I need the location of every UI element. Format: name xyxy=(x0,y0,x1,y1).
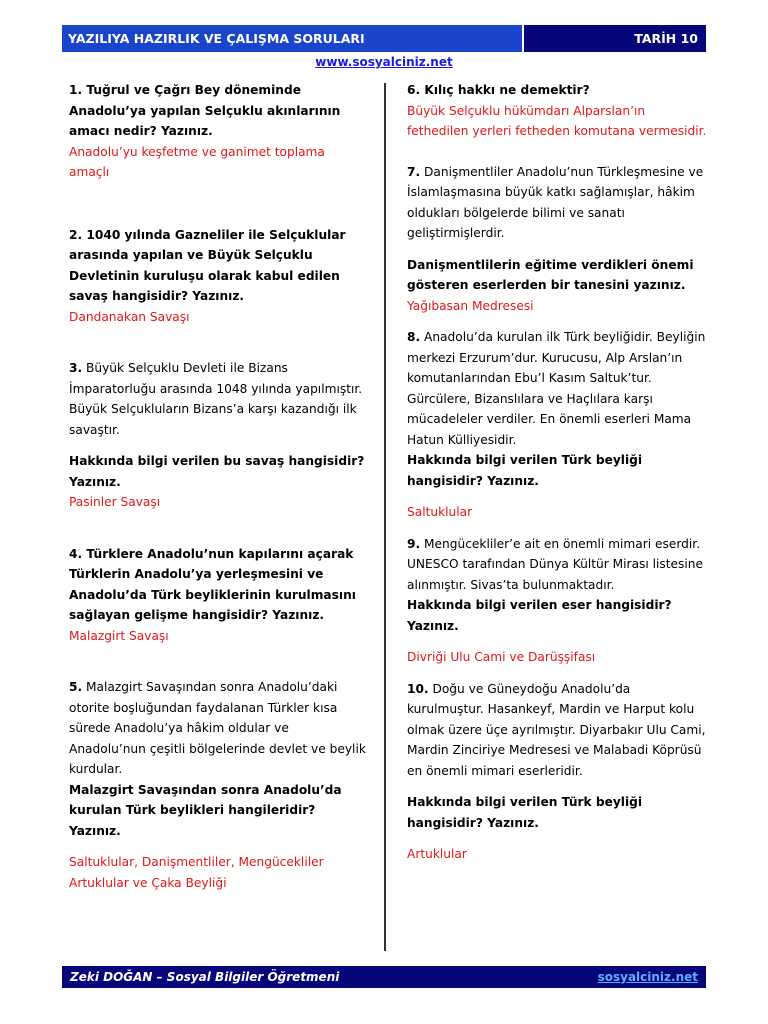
footer-site-link[interactable]: sosyalciniz.net xyxy=(597,970,698,984)
answer-6: Büyük Selçuklu hükümdarı Alparslan’ın fethedilen yerleri fetheden komutana vermesidir. xyxy=(407,103,707,138)
question-2: 2. 1040 yılında Gazneliler ile Selçuklular arasında yapılan ve Büyük Selçuklu Devletinin kuruluşu olarak kabul edilen savaş hangisidir? Yazınız. xyxy=(69,227,346,303)
question-7-ask: Danişmentlilerin eğitime verdikleri önemi gösteren eserlerden bir tanesini yazınız. xyxy=(407,257,694,292)
site-link[interactable]: www.sosyalciniz.net xyxy=(315,55,453,69)
answer-9: Divriği Ulu Cami ve Darüşşifası xyxy=(407,650,596,664)
question-9-ask: Hakkında bilgi verilen eser hangisidir? Yazınız. xyxy=(407,598,672,633)
question-3-ask: Hakkında bilgi verilen bu savaş hangisidir? Yazınız. xyxy=(69,454,365,489)
answer-5-line-1: Saltuklular, Danişmentliler, Mengücekliler xyxy=(69,855,324,869)
right-column xyxy=(407,80,707,865)
question-3: 3. Büyük Selçuklu Devleti ile Bizans İmparatorluğu arasında 1048 yılında yapılmıştır. Büyük Selçukluların Bizans’a karşı kazandığı ilk savaştır. xyxy=(69,361,363,437)
answer-7: Yağıbasan Medresesi xyxy=(407,298,534,313)
question-1: 1. Tuğrul ve Çağrı Bey döneminde Anadolu’ya yapılan Selçuklu akınlarının amacı nedir? Yazınız. xyxy=(69,83,341,138)
answer-3: Pasinler Savaşı xyxy=(69,495,161,509)
page-title: YAZILIYA HAZIRLIK VE ÇALIŞMA SORULARI xyxy=(62,25,524,52)
answer-4: Malazgirt Savaşı xyxy=(69,628,169,643)
footer-author: Zeki DOĞAN – Sosyal Bilgiler Öğretmeni xyxy=(70,970,340,984)
column-divider xyxy=(384,83,386,951)
left-column xyxy=(69,80,369,893)
question-8-ask: Hakkında bilgi verilen Türk beyliği hangisidir? Yazınız. xyxy=(407,453,643,488)
question-8: 8. Anadolu’da kurulan ilk Türk beyliğidir. Beyliğin merkezi Erzurum’dur. Kurucusu, Alp Arslan’ın komutanlarından Ebu’l Kasım Saltuk’tur. Gürcülere, Bizanslılara ve Haçlılara karşı mücadeleler verdiler. En önemli eserleri Mama Hatun Külliyesidir. xyxy=(407,330,706,447)
question-5-ask: Malazgirt Savaşından sonra Anadolu’da kurulan Türk beylikleri hangileridir? Yazınız. xyxy=(69,782,342,838)
answer-2: Dandanakan Savaşı xyxy=(69,309,190,324)
question-4: 4. Türklere Anadolu’nun kapılarını açarak Türklerin Anadolu’ya yerleşmesini ve Anadolu’da Türk beyliklerinin kurulmasını sağlayan gelişme hangisidir? Yazınız. xyxy=(69,546,356,622)
answer-8: Saltuklular xyxy=(407,505,473,519)
header-bar xyxy=(62,25,706,52)
question-9: 9. Mengücekliler’e ait en önemli mimari eserdir. UNESCO tarafından Dünya Kültür Mirası listesine alınmıştır. Sivas’ta bulunmaktadır. xyxy=(407,536,703,592)
subject-label: TARİH 10 xyxy=(524,25,706,52)
question-10-ask: Hakkında bilgi verilen Türk beyliği hangisidir? Yazınız. xyxy=(407,795,643,830)
answer-5-line-2: Artuklular ve Çaka Beyliği xyxy=(69,875,227,890)
answer-10: Artuklular xyxy=(407,847,467,861)
question-10: 10. Doğu ve Güneydoğu Anadolu’da kurulmuştur. Hasankeyf, Mardin ve Harput kolu olmak üzere üçe ayrılmıştır. Diyarbakır Ulu Cami, Mardin Zinciriye Medresesi ve Malabadi Köprüsü en önemli mimari eserleridir. xyxy=(407,681,706,778)
question-6: 6. Kılıç hakkı ne demektir? xyxy=(407,83,590,97)
question-7: 7. Danişmentliler Anadolu’nun Türkleşmesine ve İslamlaşmasına büyük katkı sağlamışlar, hâkim oldukları bölgelerde bilimi ve sanatı geliştirmişlerdir. xyxy=(407,164,704,240)
question-5: 5. Malazgirt Savaşından sonra Anadolu’daki otorite boşluğundan faydalanan Türkler kısa sürede Anadolu’ya hâkim oldular ve Anadolu’nun çeşitli bölgelerinde devlet ve beylik kurdular. xyxy=(69,680,366,776)
footer-bar xyxy=(62,966,706,988)
answer-1: Anadolu’yu keşfetme ve ganimet toplama amaçlı xyxy=(69,144,325,179)
